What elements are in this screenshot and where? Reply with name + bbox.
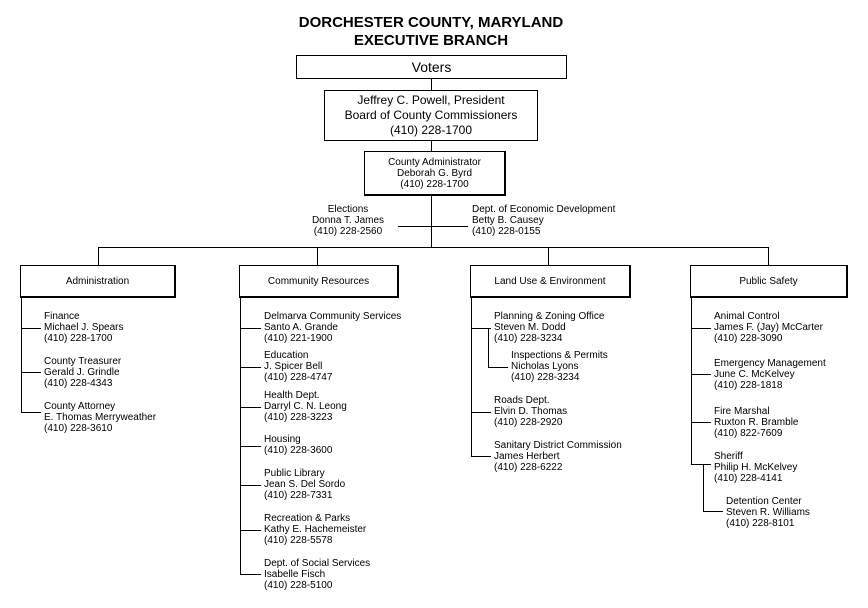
dept-administration-box — [20, 265, 176, 298]
tick-library — [240, 485, 261, 486]
sanitary-phone: (410) 228-6222 — [494, 462, 563, 473]
animal-name: James F. (Jay) McCarter — [714, 322, 823, 333]
spine-community — [240, 298, 241, 574]
delmarva-name: Santo A. Grande — [264, 322, 338, 333]
health-phone: (410) 228-3223 — [264, 412, 333, 423]
detention-phone: (410) 228-8101 — [726, 518, 795, 529]
detention-name: Steven R. Williams — [726, 507, 810, 518]
recreation-phone: (410) 228-5578 — [264, 535, 333, 546]
tick-housing — [240, 446, 261, 447]
emergency-label: Emergency Management — [714, 358, 826, 369]
sanitary-name: James Herbert — [494, 451, 560, 462]
dept-community-box — [239, 265, 399, 298]
animal-label: Animal Control — [714, 311, 780, 322]
tick-sanitary — [471, 456, 491, 457]
tick-education — [240, 367, 261, 368]
list-item-finance — [44, 311, 123, 344]
list-item-library — [264, 468, 345, 501]
list-item-roads — [494, 395, 567, 428]
list-item-education — [264, 350, 332, 383]
recreation-label: Recreation & Parks — [264, 513, 351, 524]
social-phone: (410) 228-5100 — [264, 580, 333, 591]
attorney-label: County Attorney — [44, 401, 116, 412]
administrator-phone: (410) 228-1700 — [400, 178, 469, 190]
administrator-role: County Administrator — [388, 156, 481, 168]
dept-landuse-label: Land Use & Environment — [494, 275, 606, 287]
planning-phone: (410) 228-3234 — [494, 333, 563, 344]
spine-planning-sub — [488, 328, 489, 367]
planning-name: Steven M. Dodd — [494, 322, 566, 333]
tick-sheriff — [691, 464, 711, 465]
tick-emergency — [691, 374, 711, 375]
administrator-box — [364, 151, 506, 196]
sheriff-label: Sheriff — [714, 451, 743, 462]
sanitary-label: Sanitary District Commission — [494, 440, 622, 451]
connector-president-admin — [431, 141, 432, 151]
education-label: Education — [264, 350, 309, 361]
econ-dev-phone: (410) 228-0155 — [472, 226, 541, 237]
animal-phone: (410) 228-3090 — [714, 333, 783, 344]
connector-voters-president — [431, 79, 432, 90]
inspections-name: Nicholas Lyons — [511, 361, 579, 372]
list-item-planning — [494, 311, 604, 344]
finance-label: Finance — [44, 311, 80, 322]
dept-community-label: Community Resources — [267, 275, 370, 287]
connector-dept-safety — [768, 247, 769, 265]
connector-dept-landuse — [548, 247, 549, 265]
president-box — [324, 90, 538, 141]
connector-staff-branch — [398, 226, 468, 227]
tick-health — [240, 407, 261, 408]
spine-safety — [691, 298, 692, 464]
fire-name: Ruxton R. Bramble — [714, 417, 799, 428]
list-item-social — [264, 558, 370, 591]
tick-animal — [691, 328, 711, 329]
tick-inspections — [488, 367, 508, 368]
econ-dev-label: Dept. of Economic Development — [472, 204, 616, 215]
roads-name: Elvin D. Thomas — [494, 406, 568, 417]
tick-recreation — [240, 530, 261, 531]
chart-title-line2: EXECUTIVE BRANCH — [353, 32, 509, 49]
list-item-emergency — [714, 358, 826, 391]
tick-finance — [21, 328, 41, 329]
spine-landuse — [471, 298, 472, 456]
list-item-fire — [714, 406, 798, 439]
econ-dev-name: Betty B. Causey — [472, 215, 544, 226]
administrator-name: Deborah G. Byrd — [396, 167, 473, 179]
emergency-name: June C. McKelvey — [714, 369, 795, 380]
tick-social — [240, 574, 261, 575]
tick-fire — [691, 422, 711, 423]
treasurer-phone: (410) 228-4343 — [44, 378, 113, 389]
president-role: Board of County Commissioners — [344, 108, 518, 122]
list-item-sheriff — [714, 451, 797, 484]
library-phone: (410) 228-7331 — [264, 490, 333, 501]
delmarva-phone: (410) 221-1900 — [264, 333, 333, 344]
list-item-attorney — [44, 401, 156, 434]
health-label: Health Dept. — [264, 390, 320, 401]
voters-box — [296, 55, 567, 79]
connector-dept-community — [317, 247, 318, 265]
dept-administration-label: Administration — [65, 275, 130, 287]
roads-phone: (410) 228-2920 — [494, 417, 563, 428]
connector-dept-administration — [98, 247, 99, 265]
health-name: Darryl C. N. Leong — [264, 401, 347, 412]
social-label: Dept. of Social Services — [264, 558, 371, 569]
tick-detention — [703, 511, 723, 512]
housing-label: Housing — [264, 434, 301, 445]
attorney-phone: (410) 228-3610 — [44, 423, 113, 434]
tick-attorney — [21, 412, 41, 413]
elections-phone: (410) 228-2560 — [313, 226, 383, 237]
spine-sheriff-sub — [703, 464, 704, 511]
fire-phone: (410) 822-7609 — [714, 428, 783, 439]
education-name: J. Spicer Bell — [264, 361, 323, 372]
connector-departments-bus — [98, 247, 769, 248]
list-item-health — [264, 390, 347, 423]
treasurer-name: Gerald J. Grindle — [44, 367, 120, 378]
president-phone: (410) 228-1700 — [389, 123, 473, 137]
finance-phone: (410) 228-1700 — [44, 333, 113, 344]
finance-name: Michael J. Spears — [44, 322, 124, 333]
list-item-recreation — [264, 513, 366, 546]
housing-phone: (410) 228-3600 — [264, 445, 333, 456]
inspections-label: Inspections & Permits — [511, 350, 608, 361]
emergency-phone: (410) 228-1818 — [714, 380, 783, 391]
elections-block — [298, 204, 398, 237]
elections-name: Donna T. James — [311, 215, 385, 226]
education-phone: (410) 228-4747 — [264, 372, 333, 383]
voters-label: Voters — [411, 59, 452, 75]
library-label: Public Library — [264, 468, 325, 479]
attorney-name: E. Thomas Merryweather — [44, 412, 157, 423]
list-item-sanitary — [494, 440, 622, 473]
tick-delmarva — [240, 328, 261, 329]
detention-label: Detention Center — [726, 496, 802, 507]
recreation-name: Kathy E. Hachemeister — [264, 524, 367, 535]
delmarva-label: Delmarva Community Services — [264, 311, 402, 322]
inspections-phone: (410) 228-3234 — [511, 372, 580, 383]
chart-title-line1: DORCHESTER COUNTY, MARYLAND — [298, 14, 564, 31]
roads-label: Roads Dept. — [494, 395, 550, 406]
tick-treasurer — [21, 372, 41, 373]
social-name: Isabelle Fisch — [264, 569, 326, 580]
elections-label: Elections — [327, 204, 369, 215]
fire-label: Fire Marshal — [714, 406, 770, 417]
list-item-detention — [726, 496, 810, 529]
spine-administration — [21, 298, 22, 412]
list-item-treasurer — [44, 356, 121, 389]
econ-dev-block — [472, 204, 615, 237]
planning-label: Planning & Zoning Office — [494, 311, 605, 322]
list-item-housing — [264, 434, 332, 456]
sheriff-phone: (410) 228-4141 — [714, 473, 783, 484]
list-item-inspections — [511, 350, 608, 383]
list-item-animal — [714, 311, 823, 344]
library-name: Jean S. Del Sordo — [264, 479, 346, 490]
dept-safety-box — [690, 265, 848, 298]
dept-safety-label: Public Safety — [739, 275, 798, 287]
president-name: Jeffrey C. Powell, President — [357, 93, 505, 107]
treasurer-label: County Treasurer — [44, 356, 122, 367]
sheriff-name: Philip H. McKelvey — [714, 462, 798, 473]
dept-landuse-box — [470, 265, 631, 298]
list-item-delmarva — [264, 311, 401, 344]
tick-roads — [471, 412, 491, 413]
connector-trunk — [431, 196, 432, 247]
